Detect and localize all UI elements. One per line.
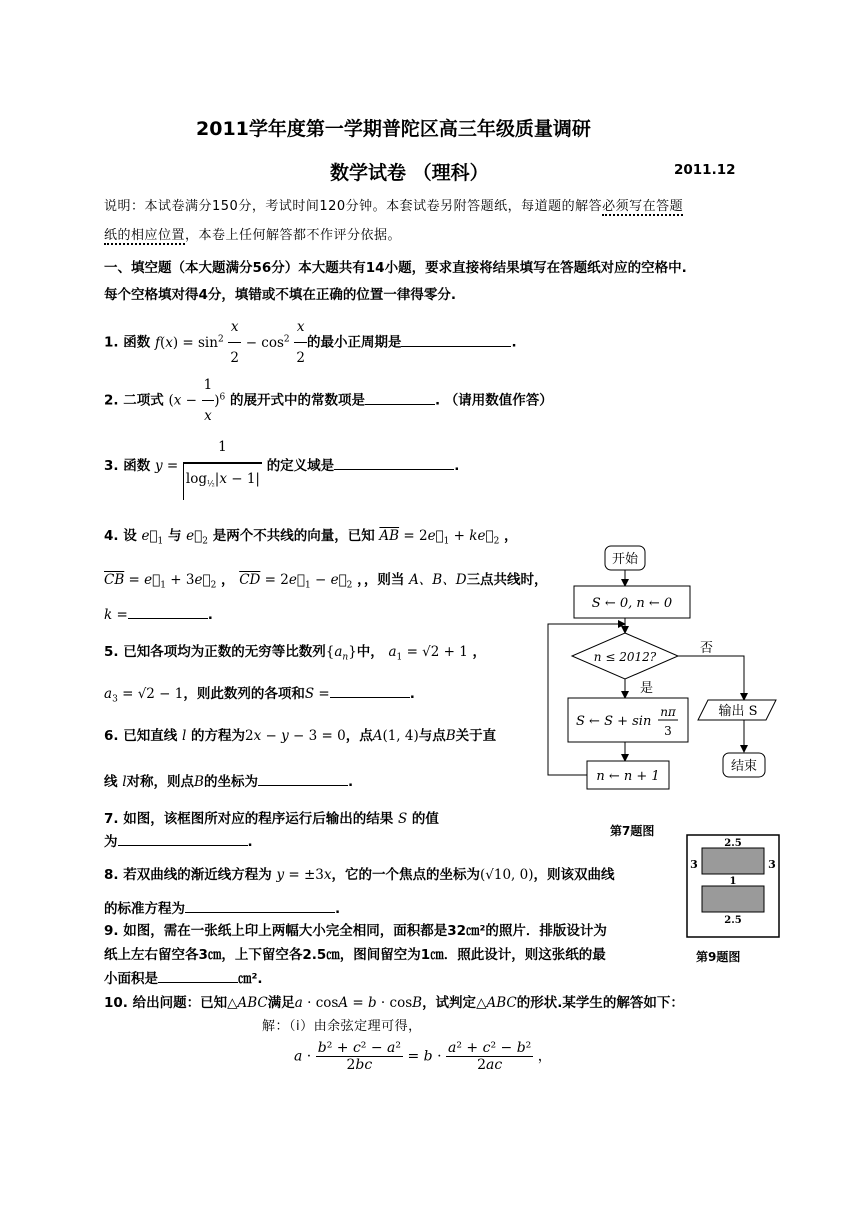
flowchart-yes-label: 是 (640, 681, 654, 696)
figure-9-caption: 第9题图 (696, 950, 741, 964)
question-10-equation: a · $\frac{\text{b² + c² − a²}}{2bc}$ = b · $\frac{\text{a² + c² − b²}}{2ac}$ ， (294, 1040, 552, 1073)
flowchart-sum-formula: S ← S + sin (576, 714, 652, 729)
answer-blank-1[interactable] (401, 332, 511, 347)
question-8-line2: 的标准方程为 . (104, 897, 340, 917)
answer-blank-5[interactable] (330, 683, 410, 698)
answer-blank-7[interactable] (118, 831, 248, 846)
margin-left-label: 3 (690, 858, 698, 871)
instructions-line2 (104, 224, 401, 243)
page-subtitle: 数学试卷 （理科） (330, 162, 489, 184)
question-9-line3: 小面积是 ㎝². (104, 967, 263, 987)
instructions-emphasis-2: 纸的相应位置 (104, 228, 186, 243)
answer-blank-3[interactable] (334, 455, 454, 470)
instructions-suffix: ，本卷上任何解答都不作评分依据。 (185, 228, 402, 243)
svg-text:3: 3 (664, 724, 672, 738)
flowchart-output-label: 输出 S (718, 704, 758, 719)
answer-blank-8[interactable] (185, 898, 335, 913)
question-1: 1. 函数 $f(x) = \sin^2$ $\frac{x}{2}$ − $\cos^2$ $\frac{x}{2}$ 的最小正周期是 . (104, 312, 517, 373)
question-4-line3: k = . (104, 604, 213, 623)
margin-right-label: 3 (768, 858, 776, 871)
section1-line1: 一、填空题（本大题满分56分）本大题共有14小题，要求直接将结果填写在答题纸对应的空格中. (104, 260, 687, 276)
instructions-emphasis-1: 必须写在答题 (602, 199, 684, 214)
flowchart-no-label: 否 (700, 641, 714, 656)
question-4-line2: $\overline{CB}$ = $e⃗_1$ + $3e⃗_2$ ， $\overline{CD}$ = $2e⃗_1$ − $e⃗_2$ ，，则当 A、B、D三点共线时， (104, 572, 548, 591)
flowchart-init-label: S ← 0, n ← 0 (591, 596, 673, 611)
question-5-line2: $a_3 = √2 - 1$，则此数列的各项和S = . (104, 682, 415, 705)
question-3: 3. 函数 y = $\frac{1}{\log_{\frac{1}{2}}|x - 1|}$ 的定义域是 . (104, 432, 459, 500)
margin-bottom-label: 2.5 (724, 915, 742, 926)
question-2: 2. 二项式 (x − $\frac{1}{x}$ )$^6$ 的展开式中的常数项是 . （请用数值作答） (104, 370, 553, 431)
figure-7-caption: 第7题图 (610, 824, 655, 838)
gap-label: 1 (729, 876, 737, 887)
answer-blank-4[interactable] (128, 604, 208, 619)
question-10-solution: 解：（i）由余弦定理可得， (262, 1019, 422, 1034)
margin-top-label: 2.5 (724, 838, 742, 849)
svg-text:nπ: nπ (660, 705, 676, 719)
figure-9-layout (686, 834, 780, 938)
photo-top (702, 848, 764, 874)
question-6-line2: 线 l对称，则点B的坐标为 . (104, 770, 353, 790)
instructions-prefix: 说明：本试卷满分150分，考试时间120分钟。本套试卷另附答题纸，每道题的解答 (104, 199, 603, 214)
flowchart-figure (540, 540, 780, 830)
question-7-line2: 为 . (104, 830, 253, 850)
question-8: 8. 若双曲线的渐近线方程为 y = ±3x，它的一个焦点的坐标为(√10, 0)，则该双曲线 (104, 867, 615, 883)
question-9-line2: 纸上左右留空各3㎝，上下留空各2.5㎝，图间留空为1㎝．照此设计，则这张纸的最 (104, 947, 606, 963)
flowchart-decision-label: n ≤ 2012? (593, 650, 657, 664)
answer-blank-2[interactable] (365, 390, 435, 405)
flowchart-end-label: 结束 (730, 759, 758, 774)
answer-blank-6[interactable] (258, 771, 348, 786)
flowchart-start-label: 开始 (611, 552, 639, 567)
flowchart-n-label: n ← n + 1 (596, 769, 660, 784)
section1-line2: 每个空格填对得4分，填错或不填在正确的位置一律得零分. (104, 287, 457, 303)
photo-bottom (702, 886, 764, 912)
question-6: 6. 已知直线 l 的方程为2x − y − 3 = 0，点A(1, 4)与点B关于直 (104, 728, 497, 744)
question-4: 4. 设 $e⃗_1$ 与 $e⃗_2$ 是两个不共线的向量，已知 $\overline{AB}$ = $2e⃗_1$ + $ke⃗_2$ ， (104, 528, 518, 547)
instructions-line1 (104, 195, 683, 214)
answer-blank-9[interactable] (158, 968, 238, 983)
question-7: 7. 如图，该框图所对应的程序运行后输出的结果 S 的值 (104, 811, 439, 827)
page-title: 2011学年度第一学期普陀区高三年级质量调研 (196, 118, 591, 140)
question-5: 5. 已知各项均为正数的无穷等比数列$\{a_n\}$中， $a_1 = √2 + 1$ ， (104, 644, 487, 663)
exam-date: 2011.12 (674, 162, 736, 178)
question-10: 10. 给出问题：已知△ABC满足a · cosA = b · cosB，试判定△ABC的形状.某学生的解答如下： (104, 995, 684, 1011)
question-9: 9. 如图，需在一张纸上印上两幅大小完全相同，面积都是32㎝²的照片．排版设计为 (104, 923, 607, 939)
